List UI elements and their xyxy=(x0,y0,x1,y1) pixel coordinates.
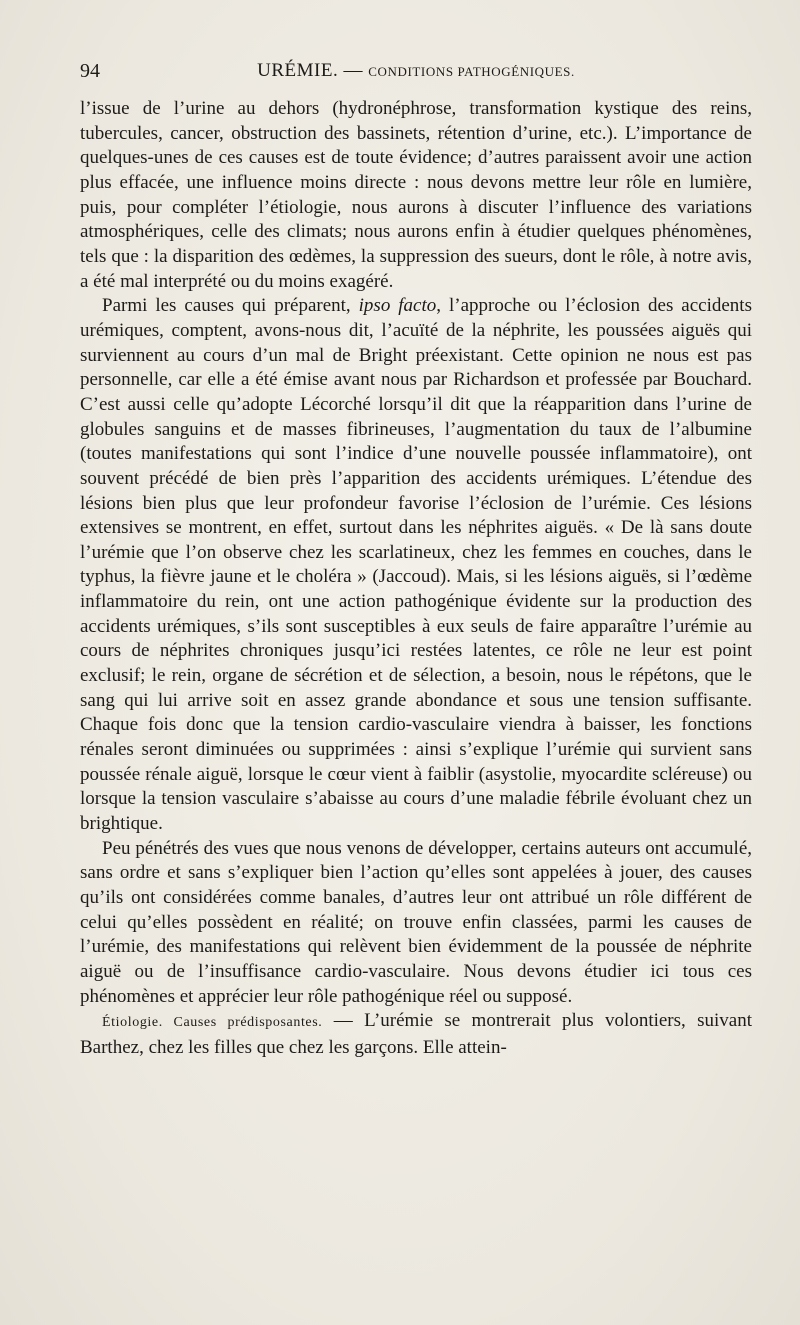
body-text xyxy=(80,97,752,1061)
running-head-subtitle: CONDITIONS PATHOGÉNIQUES. xyxy=(368,64,575,79)
page-header xyxy=(80,60,752,90)
italic-phrase: ipso facto xyxy=(358,295,437,317)
running-head xyxy=(80,60,752,82)
paragraph-text: Parmi les causes qui préparent, xyxy=(102,295,359,317)
paragraph: Peu pénétrés des vues que nous venons de développer, certains auteurs ont accumulé, sans ordre et sans s’expliquer bien l’action qu’elles sont appelées à jouer, des causes qu’ils ont considérées comme banales, d’autres leur ont attribué un rôle différent de celui qu’elles possèdent en réalité; on trouve enfin classées, parmi les causes de l’urémie, des manifestations qui relèvent bien évidemment de la poussée de néphrite aiguë ou de l’insuffisance cardio-vasculaire. Nous devons étudier ici tous ces phénomènes et apprécier leur rôle pathogénique réel ou supposé. xyxy=(80,837,752,1007)
running-head-separator: — xyxy=(343,60,363,81)
running-head-title: URÉMIE. xyxy=(257,60,339,81)
paragraph xyxy=(80,1009,752,1060)
paragraph-continued: l’issue de l’urine au dehors (hydronéphrose, transformation kystique des reins, tubercules, cancer, obstruction des bassinets, rétention d’urine, etc.). L’importance de quelques-unes de ces causes est de toute évidence; d’autres paraissent avoir une action plus effacée, une influence moins directe : nous devons mettre leur rôle en lumière, puis, pour compléter l’étiologie, nous aurons à discuter l’influence des variations atmosphériques, celle des climats; nous aurons enfin à étudier quelques phénomènes, tels que : la disparition des œdèmes, la suppression des sueurs, dont le rôle, à notre avis, a été mal interprété ou du moins exagéré. xyxy=(80,98,752,292)
paragraph xyxy=(80,294,752,836)
paragraph-text: — L’urémie se montrerait plus volontiers, suivant Barthez, chez les filles que chez les garçons. Elle attein- xyxy=(80,1010,753,1058)
page-number: 94 xyxy=(80,60,100,82)
paragraph-text: , l’approche ou l’éclosion des accidents urémiques, comptent, avons-nous dit, l’acuïté de la néphrite, les poussées aiguës qui surviennent au cours d’un mal de Bright préexistant. Cette opinion ne nous est pas personnelle, car elle a été émise avant nous par Richardson et professée par Bouchard. C’est aussi celle qu’adopte Lécorché lorsqu’il dit que la réapparition dans l’urine de globules sanguins et de masses fibrineuses, l’augmentation du taux de l’albumine (toutes manifestations qui sont l’indice d’une nouvelle poussée inflammatoire), ont souvent précédé de bien près l’apparition des accidents urémiques. L’étendue des lésions bien plus que leur profondeur favorise l’éclosion de l’urémie. Ces lésions extensives se montrent, en effet, surtout dans les néphrites aiguës. « De là sans doute l’urémie que l’on observe chez les scarlatineux, chez les femmes en couches, dans le typhus, la fièvre jaune et le choléra » (Jaccoud). Mais, si les lésions aiguës, si l’œdème inflammatoire du rein, ont une action pathogénique évidente sur la production des accidents urémiques, s’ils sont susceptibles à eux seuls de faire apparaître l’urémie au cours de néphrites chroniques jusqu’ici restées latentes, ce rôle ne leur est point exclusif; le rein, organe de sécrétion et de sélection, a besoin, nous le répétons, que le sang qui lui arrive soit en assez grande abondance et sous une tension suffisante. Chaque fois donc que la tension cardio-vasculaire viendra à baisser, les fonctions rénales seront diminuées ou supprimées : ainsi s’explique l’urémie qui survient sans poussée rénale aiguë, lorsque le cœur vient à faiblir (asystolie, myocardite scléreuse) ou lorsque la tension vasculaire s’abaisse au cours d’une maladie fébrile évoluant chez un brightique. xyxy=(80,295,752,835)
section-heading: Étiologie. Causes prédisposantes. xyxy=(102,1015,323,1031)
